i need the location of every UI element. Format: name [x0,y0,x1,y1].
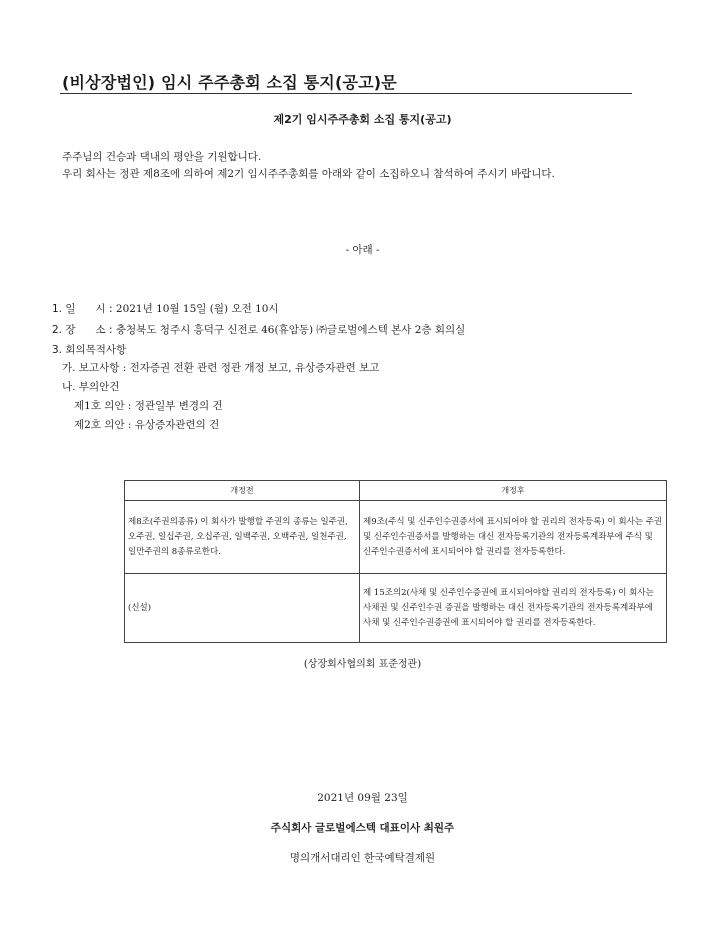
meeting-place-label: 2. 장 소 : [52,324,116,336]
header-before: 개정전 [125,481,360,501]
intro-text: 우리 회사는 정관 제8조에 의하여 제2기 임시주주총회를 아래와 같이 소집하오니 참석하여 주시기 바랍니다. [62,168,555,180]
company-signature: 주식회사 글로벌에스텍 대표이사 최원주 [270,822,455,834]
notice-subtitle: 제2기 임시주주총회 소집 통지(공고) [273,113,452,126]
row2-before-cell: (신설) [125,574,360,643]
header-after: 개정후 [360,481,667,501]
transfer-agent: 명의개서대리인 한국예탁결제원 [289,852,436,864]
notice-date: 2021년 09월 23일 [317,792,408,804]
row1-before-cell: 제8조(주권의종류) 이 회사가 발행할 주권의 종류는 일주권, 오주권, 일십주권, 오십주권, 일백주권, 오백주권, 일천주권, 일만주권의 8종류로한다. [125,501,360,574]
table-row [125,501,667,574]
meeting-date-label: 1. 일 시 : [52,303,116,315]
title-underline [60,93,632,94]
table-row [125,574,667,643]
report-items: 가. 보고사항 : 전자증권 전환 관련 정관 개정 보고, 유상증자관련 보고 [62,362,380,374]
meeting-purpose-heading: 3. 회의목적사항 [52,344,127,356]
row2-after-cell: 제 15조의2(사채 및 신주인수증권에 표시되어야할 권리의 전자등록) 이 회사는 사채권 및 신주인수권 증권을 발행하는 대신 전자등록기관의 전자등록계좌부에 사채 및 신주인수권증권에 표시되어야 할 권리를 전자등록한다. [360,574,667,643]
meeting-place-line [52,322,465,337]
document-title: (비상장법인) 임시 주주총회 소집 통지(공고)문 [62,73,397,92]
meeting-date-value: 2021년 10월 15일 (월) 오전 10시 [115,303,279,315]
notice-heading: - 아래 - [345,244,380,256]
row1-after-cell: 제9조(주식 및 신주인수권증서에 표시되어야 할 권리의 전자등록) 이 회사는 주권 및 신주인수권증서를 발행하는 대신 전자등록기관의 전자등록계좌부에 주식 및 신주인수권증서에 표시되어야 할 권리를 전자등록한다. [360,501,667,574]
agenda-item-2: 제2호 의안 : 유상증자관련의 건 [74,419,220,431]
table-header-row [125,481,667,501]
greeting-text: 주주님의 건승과 댁내의 평안을 기원합니다. [62,151,262,163]
resolution-heading: 나. 부의안건 [62,381,120,393]
table-source-note: (상장회사협의회 표준정관) [303,659,422,670]
articles-amendment-table [124,480,667,643]
meeting-place-value: 충청북도 청주시 흥덕구 신전로 46(휴암동) ㈜글로벌에스텍 본사 2층 회의실 [115,324,466,336]
agenda-item-1: 제1호 의안 : 정관일부 변경의 건 [74,400,223,412]
meeting-date-line [52,301,279,316]
